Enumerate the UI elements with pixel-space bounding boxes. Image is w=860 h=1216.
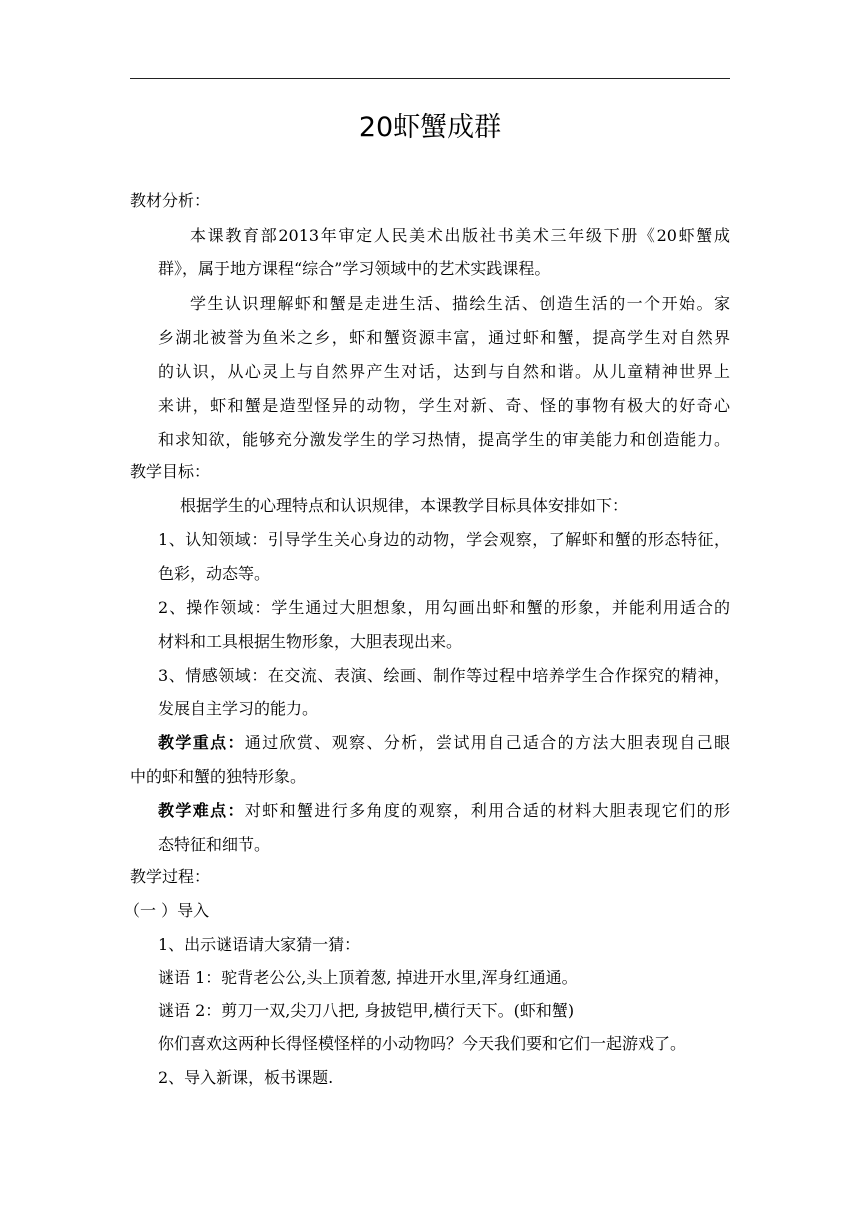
difficulty-line2: 态特征和细节。	[158, 835, 271, 854]
key-point-line1	[158, 731, 730, 755]
goal3-line2: 发展自主学习的能力。	[158, 699, 319, 718]
step1: 1、出示谜语请大家猜一猜：	[158, 935, 361, 954]
key-point-text: 通过欣赏、观察、分析，尝试用自己适合的方法大胆表现自己眼	[244, 733, 730, 752]
goals-intro: 根据学生的心理特点和认识规律，本课教学目标具体安排如下：	[180, 496, 629, 515]
goal2-line1: 2、操作领域：学生通过大胆想象，用勾画出虾和蟹的形象，并能利用适合的	[158, 598, 730, 617]
riddle1: 谜语 1：驼背老公公,头上顶着葱, 掉进开水里,浑身红通通。	[158, 968, 578, 987]
page-title: 20虾蟹成群	[358, 112, 502, 143]
goal1-line2: 色彩，动态等。	[158, 564, 271, 583]
difficulty-line1	[158, 799, 730, 823]
goal2-line2: 材料和工具根据生物形象，大胆表现出来。	[158, 632, 463, 651]
analysis-p1-line1: 本课教育部2013年审定人民美术出版社书美术三年级下册《20虾蟹成	[190, 226, 730, 245]
goal1-line1: 1、认知领域：引导学生关心身边的动物，学会观察，了解虾和蟹的形态特征，	[158, 530, 730, 549]
analysis-p2-line2: 乡湖北被誉为鱼米之乡，虾和蟹资源丰富，通过虾和蟹，提高学生对自然界	[158, 328, 730, 347]
analysis-p2-line5: 和求知欲，能够充分激发学生的学习热情，提高学生的审美能力和创造能力。	[158, 430, 730, 449]
analysis-heading: 教材分析：	[130, 191, 211, 210]
question-line: 你们喜欢这两种长得怪模怪样的小动物吗？今天我们要和它们一起游戏了。	[158, 1034, 687, 1053]
goal3-line1: 3、情感领域：在交流、表演、绘画、制作等过程中培养学生合作探究的精神，	[158, 666, 730, 685]
difficulty-label: 教学难点：	[158, 801, 245, 820]
process-heading: 教学过程：	[130, 867, 211, 886]
part1-heading: （一 ）导入	[124, 901, 210, 920]
step2: 2、导入新课，板书课题.	[158, 1068, 334, 1087]
analysis-p2-line3: 的认识，从心灵上与自然界产生对话，达到与自然和谐。从儿童精神世界上	[158, 362, 730, 381]
analysis-p2-line1: 学生认识理解虾和蟹是走进生活、描绘生活、创造生活的一个开始。家	[190, 294, 730, 313]
key-point-label: 教学重点：	[158, 733, 245, 752]
analysis-p1-line2: 群》，属于地方课程“综合”学习领域中的艺术实践课程。	[158, 259, 551, 278]
key-point-line2: 中的虾和蟹的独特形象。	[130, 767, 307, 786]
difficulty-text: 对虾和蟹进行多角度的观察，利用合适的材料大胆表现它们的形	[244, 801, 730, 820]
goals-heading: 教学目标：	[130, 462, 211, 481]
analysis-p2-line4: 来讲，虾和蟹是造型怪异的动物，学生对新、奇、怪的事物有极大的好奇心	[158, 396, 730, 415]
header-rule	[130, 78, 730, 79]
riddle2: 谜语 2：剪刀一双,尖刀八把, 身披铠甲,横行天下。(虾和蟹)	[158, 1001, 575, 1020]
